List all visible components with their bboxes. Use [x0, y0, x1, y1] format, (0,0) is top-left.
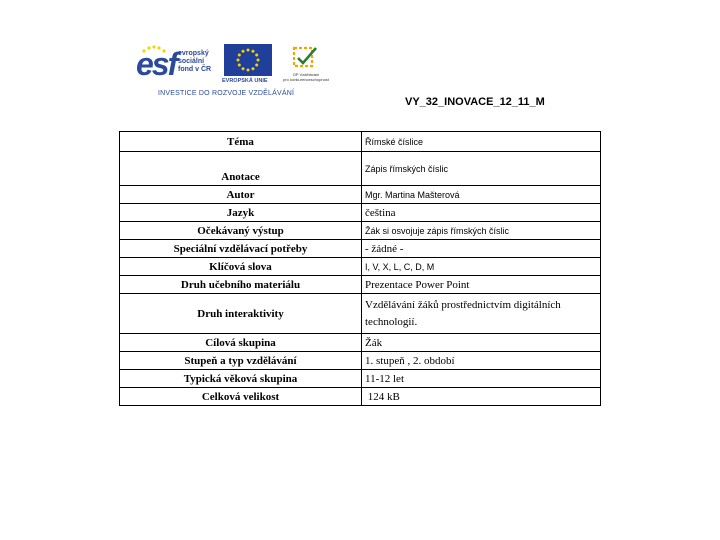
table-row: [120, 352, 601, 370]
table-row: [120, 222, 601, 240]
document-code: VY_32_INOVACE_12_11_M: [405, 96, 545, 108]
table-row: [120, 370, 601, 388]
table-row: [120, 240, 601, 258]
table-row: [120, 276, 601, 294]
table-row: [120, 132, 601, 152]
row-label: Stupeň a typ vzdělávání: [120, 352, 362, 370]
esf-caption-line: fond v ČR: [178, 66, 212, 73]
row-label: Typická věková skupina: [120, 370, 362, 388]
table-row: [120, 152, 601, 186]
op-caption-line: OP Vzdělávání: [292, 72, 320, 77]
esf-wordmark: esf: [136, 46, 177, 82]
row-value: 124 kB: [362, 388, 601, 406]
esf-caption-line: sociální: [178, 58, 205, 65]
row-value: Zápis římských číslic: [362, 152, 601, 186]
row-label: Jazyk: [120, 204, 362, 222]
esf-caption-line: evropský: [178, 50, 209, 57]
row-value: Římské číslice: [362, 132, 601, 152]
row-label: Anotace: [120, 152, 362, 186]
table-row: [120, 258, 601, 276]
table-row: [120, 388, 601, 406]
row-value: Žák si osvojuje zápis římských číslic: [362, 222, 601, 240]
row-label: Speciální vzdělávací potřeby: [120, 240, 362, 258]
op-caption-line: pro konkurenceschopnost: [283, 77, 329, 82]
row-label: Klíčová slova: [120, 258, 362, 276]
row-value: Mgr. Martina Mašterová: [362, 186, 601, 204]
row-value: čeština: [362, 204, 601, 222]
row-label: Cílová skupina: [120, 334, 362, 352]
row-label: Očekávaný výstup: [120, 222, 362, 240]
row-value: 1. stupeň , 2. období: [362, 352, 601, 370]
row-value: I, V, X, L, C, D, M: [362, 258, 601, 276]
table-row: [120, 334, 601, 352]
metadata-table: [119, 131, 601, 406]
row-value: - žádné -: [362, 240, 601, 258]
table-row: [120, 294, 601, 334]
row-value: Žák: [362, 334, 601, 352]
esf-tagline: INVESTICE DO ROZVOJE VZDĚLÁVÁNÍ: [158, 90, 295, 97]
row-label: Druh učebního materiálu: [120, 276, 362, 294]
esf-caption: [178, 50, 211, 74]
table-row: [120, 204, 601, 222]
op-logo-icon: [286, 44, 322, 72]
table-row: [120, 186, 601, 204]
op-caption: [278, 72, 334, 82]
row-value: 11-12 let: [362, 370, 601, 388]
esf-logo: [136, 44, 218, 88]
row-label: Téma: [120, 132, 362, 152]
eu-caption: EVROPSKÁ UNIE: [222, 78, 268, 84]
row-label: Druh interaktivity: [120, 294, 362, 334]
row-label: Celková velikost: [120, 388, 362, 406]
row-value: Prezentace Power Point: [362, 276, 601, 294]
eu-flag-icon: [224, 44, 272, 76]
row-label: Autor: [120, 186, 362, 204]
row-value: Vzdělávání žáků prostřednictvím digitálních technologií.: [362, 294, 601, 334]
